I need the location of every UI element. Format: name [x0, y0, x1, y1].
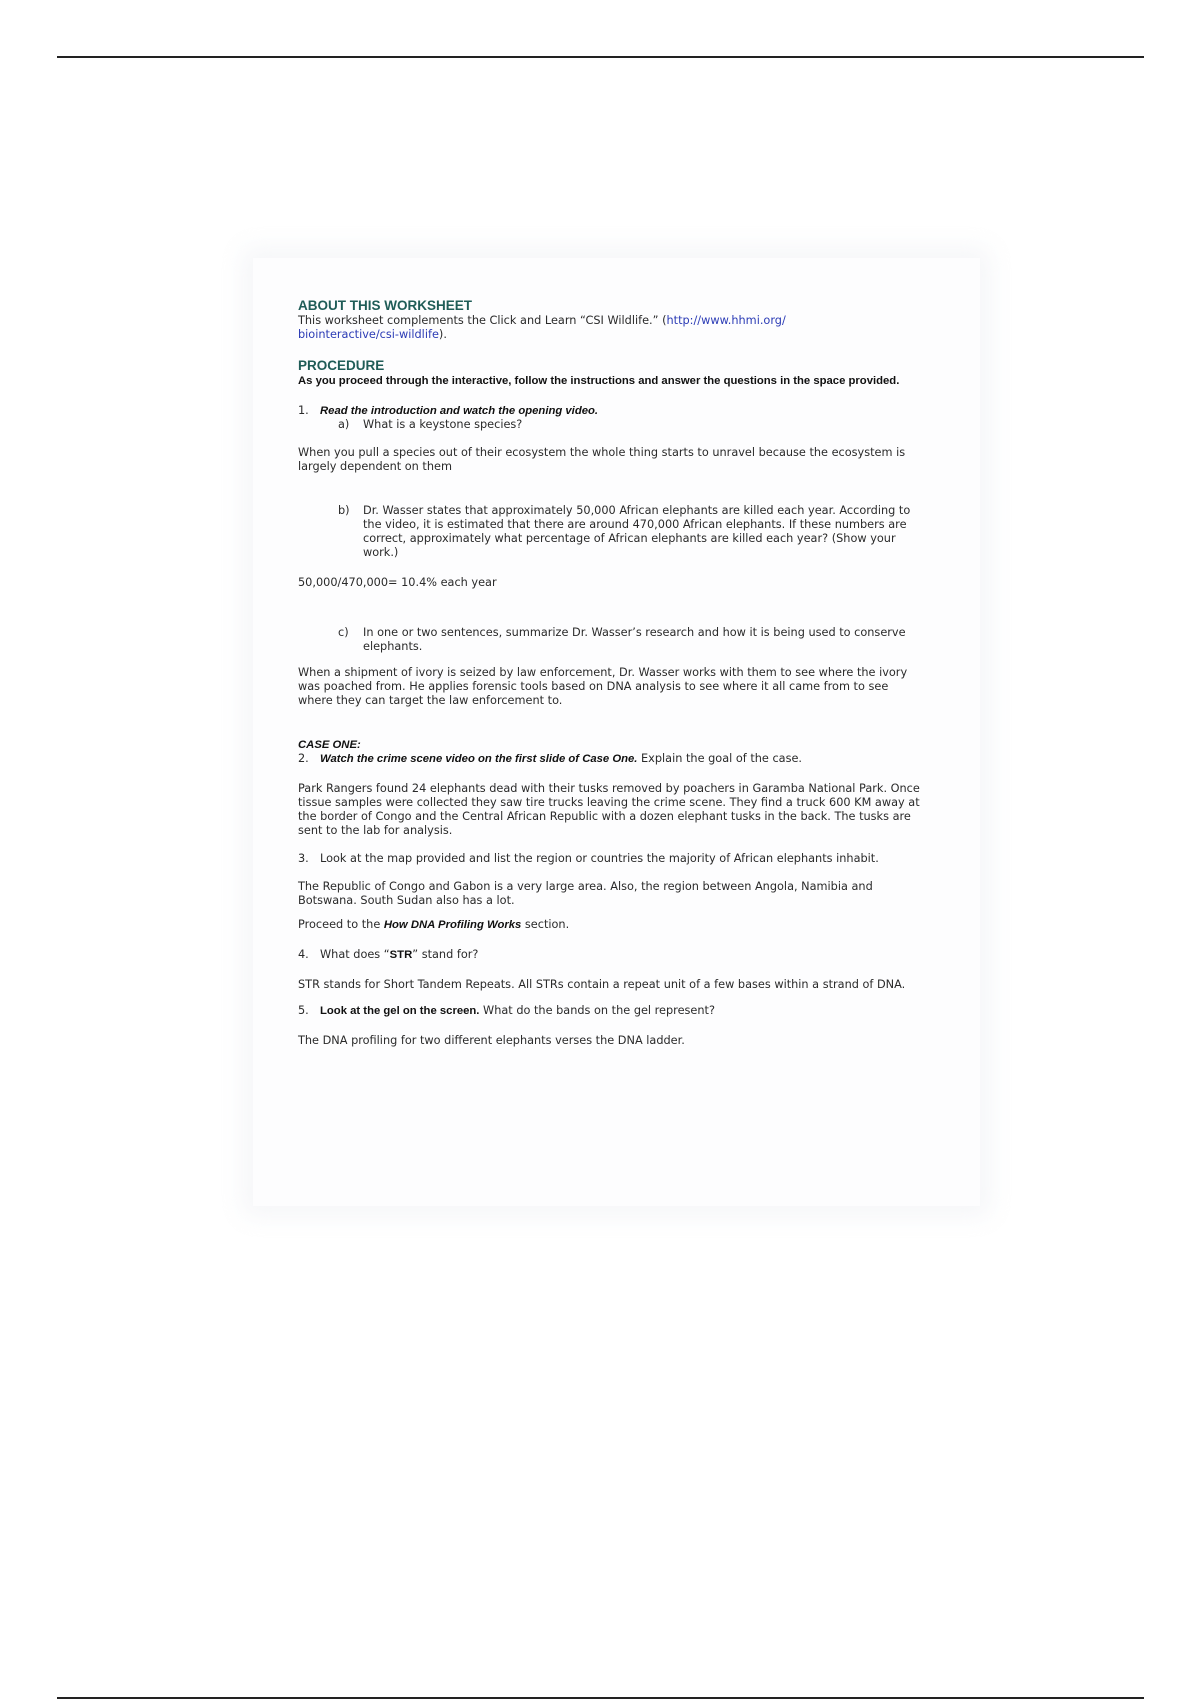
question-1a — [298, 418, 923, 432]
about-text — [298, 314, 923, 342]
question-1c-text: In one or two sentences, summarize Dr. Wasser’s research and how it is being used to conserve elephants. — [363, 626, 906, 653]
answer-1a: When you pull a species out of their ecosystem the whole thing starts to unravel because the ecosystem is largely dependent on them — [298, 446, 906, 473]
bottom-divider — [57, 1697, 1144, 1699]
question-1b-text: Dr. Wasser states that approximately 50,000 African elephants are killed each year. According to the video, it is estimated that there are around 470,000 African elephants. If these numbers are correct, approximately what percentage of African elephants are killed each year? (Show your work.) — [363, 504, 911, 559]
question-3 — [298, 852, 923, 866]
top-divider — [57, 56, 1144, 58]
proceed-note-end: section. — [521, 918, 570, 931]
procedure-heading: PROCEDURE — [298, 358, 385, 373]
question-1c — [298, 626, 923, 654]
question-4 — [298, 948, 923, 962]
question-4-end: ” stand for? — [412, 948, 479, 961]
question-1b — [298, 504, 923, 560]
question-4-start: What does “ — [320, 948, 390, 961]
question-2-rest: Explain the goal of the case. — [637, 752, 803, 765]
answer-1c: When a shipment of ivory is seized by law enforcement, Dr. Wasser works with them to see where the ivory was poached from. He applies forensic tools based on DNA analysis to see where it all came from to see where they can target the law enforcement to. — [298, 666, 908, 707]
worksheet-link-line1[interactable]: http://www.hhmi.org/ — [666, 314, 786, 327]
question-1c-marker: c) — [338, 626, 349, 639]
procedure-instruction: As you proceed through the interactive, follow the instructions and answer the questions in the space provided. — [298, 375, 900, 387]
proceed-section-name: How DNA Profiling Works — [383, 919, 522, 931]
worksheet-link-line2[interactable]: biointeractive/csi-wildlife — [298, 328, 439, 341]
about-heading: ABOUT THIS WORKSHEET — [298, 298, 472, 313]
question-5 — [298, 1004, 923, 1018]
question-3-text: Look at the map provided and list the region or countries the majority of African elephants inhabit. — [320, 852, 879, 865]
question-5-rest: What do the bands on the gel represent? — [479, 1004, 715, 1017]
worksheet-page — [253, 258, 980, 1206]
about-text-intro: This worksheet complements the Click and Learn “CSI Wildlife.” ( — [298, 314, 667, 327]
answer-2: Park Rangers found 24 elephants dead with their tusks removed by poachers in Garamba National Park. Once tissue samples were collected they saw tire trucks leaving the crime scene. They find a truck 600 KM away at the border of Congo and the Central African Republic with a dozen elephant tusks in the back. The tusks are sent to the lab for analysis. — [298, 782, 920, 837]
question-1b-marker: b) — [338, 504, 350, 517]
question-4-number: 4. — [298, 948, 309, 961]
worksheet-content — [298, 298, 923, 1048]
case-one-heading: CASE ONE: — [298, 739, 361, 751]
question-1 — [298, 404, 923, 418]
question-5-prompt: Look at the gel on the screen. — [320, 1005, 480, 1017]
question-2-prompt: Watch the crime scene video on the first slide of Case One. — [320, 753, 638, 765]
question-1a-text: What is a keystone species? — [363, 418, 523, 431]
about-text-end: ). — [438, 328, 447, 341]
question-4-term: STR — [389, 949, 413, 961]
answer-5: The DNA profiling for two different elephants verses the DNA ladder. — [298, 1034, 685, 1047]
question-1a-marker: a) — [338, 418, 350, 431]
answer-1b: 50,000/470,000= 10.4% each year — [298, 576, 497, 589]
question-5-number: 5. — [298, 1004, 309, 1017]
proceed-note — [298, 918, 923, 932]
question-3-number: 3. — [298, 852, 309, 865]
answer-3: The Republic of Congo and Gabon is a very large area. Also, the region between Angola, Namibia and Botswana. South Sudan also has a lot. — [298, 880, 873, 907]
answer-4: STR stands for Short Tandem Repeats. All STRs contain a repeat unit of a few bases within a strand of DNA. — [298, 978, 906, 991]
proceed-note-start: Proceed to the — [298, 918, 384, 931]
question-2 — [298, 752, 923, 766]
question-2-number: 2. — [298, 752, 309, 765]
question-1-number: 1. — [298, 404, 309, 417]
question-1-prompt: Read the introduction and watch the opening video. — [320, 405, 599, 417]
